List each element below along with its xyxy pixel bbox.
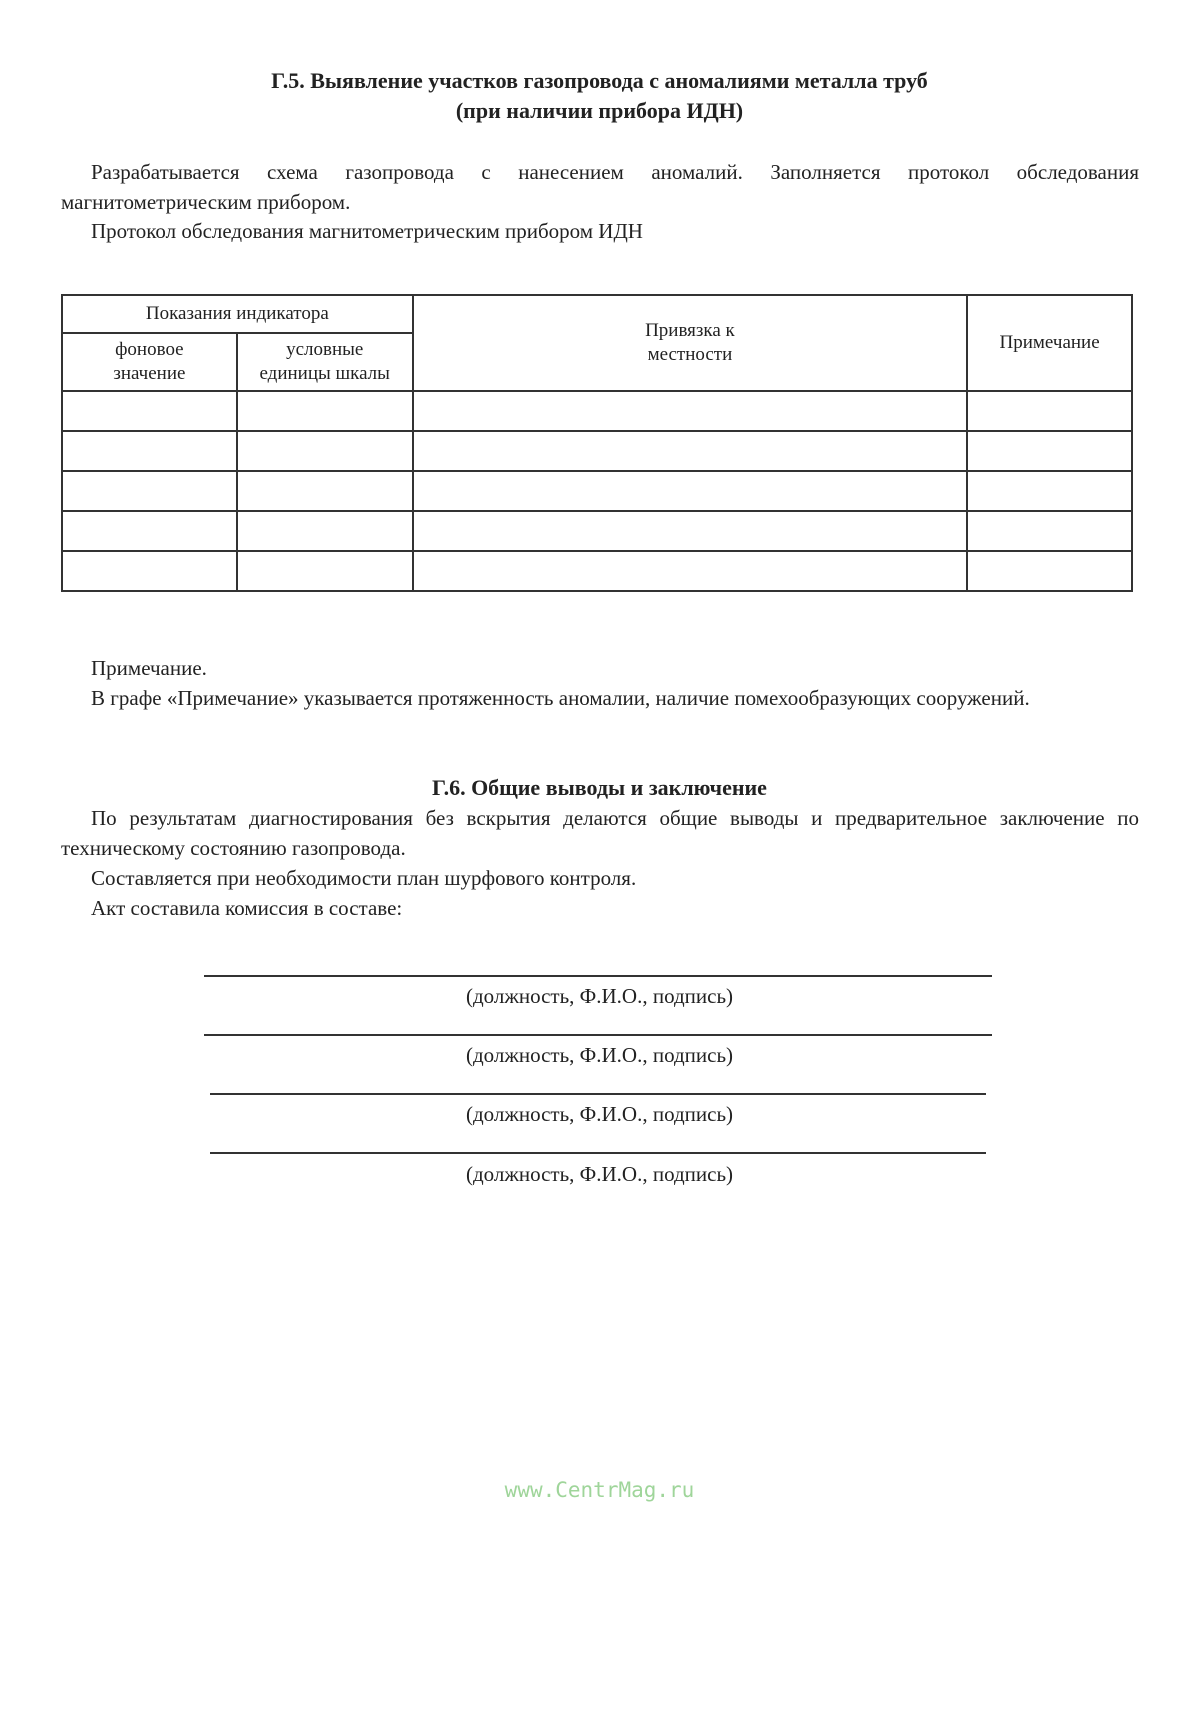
header-background-label: фоновое значение — [113, 339, 186, 384]
header-background — [62, 333, 237, 391]
section6-paragraph-3: Акт составила комиссия в составе: — [91, 896, 403, 920]
table-cell — [62, 551, 237, 591]
section6-title: Г.6. Общие выводы и заключение — [432, 775, 767, 800]
signature-caption-1: (должность, Ф.И.О., подпись) — [465, 984, 734, 1008]
table-cell — [413, 471, 968, 511]
table-cell — [967, 551, 1132, 591]
table-cell — [62, 431, 237, 471]
note-text: В графе «Примечание» указывается протяженность аномалии, наличие помехообразующих сооружений. — [91, 686, 1030, 710]
table-cell — [237, 511, 413, 551]
signature-line-2 — [204, 1034, 992, 1036]
table-cell — [237, 431, 413, 471]
table-cell — [62, 511, 237, 551]
section6-paragraph-2: Составляется при необходимости план шурфового контроля. — [91, 866, 637, 890]
header-location-label: Привязка к местности — [645, 320, 735, 365]
signature-caption-3: (должность, Ф.И.О., подпись) — [465, 1102, 734, 1126]
table-cell — [413, 511, 968, 551]
header-units-label: условные единицы шкалы — [259, 339, 390, 384]
table-cell — [967, 511, 1132, 551]
table-cell — [967, 431, 1132, 471]
table-cell — [62, 391, 237, 431]
table-cell — [237, 551, 413, 591]
header-indicator: Показания индикатора — [62, 295, 413, 333]
table-cell — [967, 391, 1132, 431]
note-label: Примечание. — [91, 656, 207, 680]
section5-paragraph-1: Разрабатывается схема газопровода с нанесением аномалий. Заполняется протокол обследования магнитометрическим прибором. — [61, 160, 1139, 214]
signature-caption-4: (должность, Ф.И.О., подпись) — [465, 1162, 734, 1186]
signature-line-3 — [210, 1093, 986, 1095]
signature-line-1 — [204, 975, 992, 977]
table-cell — [237, 471, 413, 511]
table-cell — [62, 471, 237, 511]
signature-caption-2: (должность, Ф.И.О., подпись) — [465, 1043, 734, 1067]
table-row — [62, 471, 1132, 511]
table-row — [62, 391, 1132, 431]
watermark-text: www.CentrMag.ru — [504, 1478, 695, 1502]
table-row — [62, 511, 1132, 551]
header-note: Примечание — [967, 295, 1132, 391]
table-cell — [413, 391, 968, 431]
header-units — [237, 333, 413, 391]
table-cell — [237, 391, 413, 431]
table-cell — [413, 431, 968, 471]
section5-paragraph-2: Протокол обследования магнитометрическим прибором ИДН — [91, 219, 643, 243]
table-cell — [413, 551, 968, 591]
table-row — [62, 431, 1132, 471]
protocol-table — [61, 294, 1133, 592]
section5-title-line2: (при наличии прибора ИДН) — [455, 98, 744, 123]
header-location — [413, 295, 968, 391]
table-cell — [967, 471, 1132, 511]
table-row — [62, 551, 1132, 591]
section6-paragraph-1: По результатам диагностирования без вскрытия делаются общие выводы и предварительное заключение по техническому состоянию газопровода. — [61, 806, 1139, 860]
section5-title-line1: Г.5. Выявление участков газопровода с аномалиями металла труб — [271, 68, 928, 93]
signature-line-4 — [210, 1152, 986, 1154]
